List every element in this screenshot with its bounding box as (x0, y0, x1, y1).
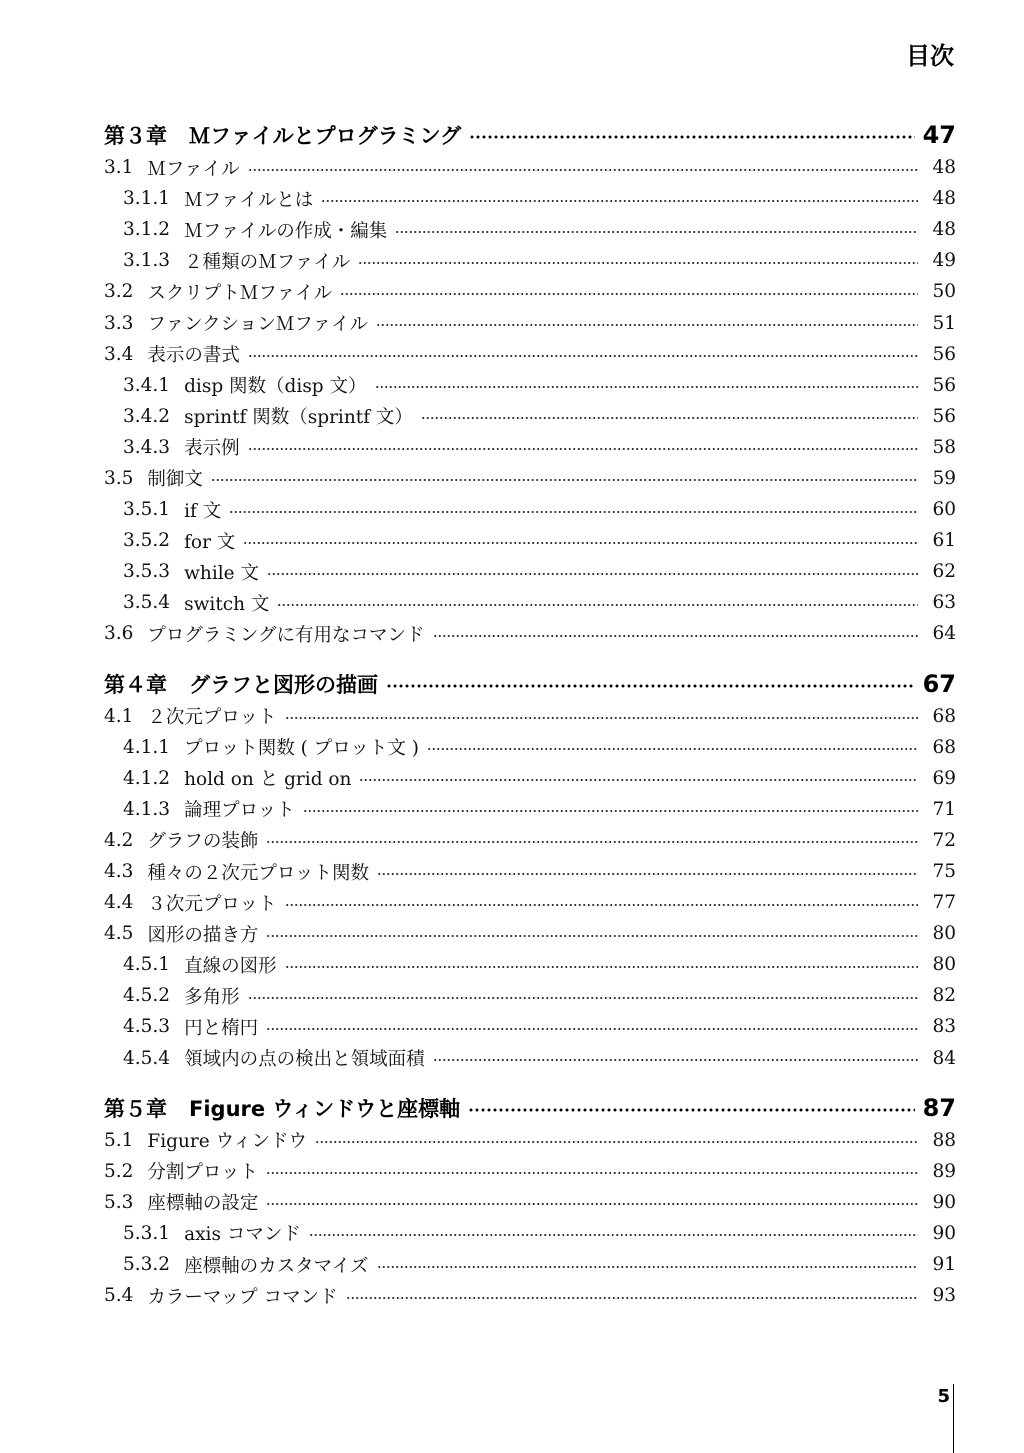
section-title: プログラミングに有用なコマンド (147, 624, 425, 646)
section-page-number: 82 (932, 985, 956, 1007)
section-title: 多角形 (184, 986, 240, 1008)
chapter-number: 第５章 (104, 1096, 167, 1121)
dot-leader (266, 1202, 918, 1206)
section-number: 3.6 (104, 623, 134, 645)
dot-leader (346, 1296, 918, 1300)
section-number: 3.5.1 (123, 499, 171, 521)
section-page-number: 88 (932, 1129, 956, 1151)
section-page-number: 48 (932, 219, 956, 241)
section-title: 分割プロット (147, 1162, 259, 1184)
dot-leader (266, 934, 918, 938)
section-number: 3.2 (104, 281, 134, 303)
toc-section-entry (104, 887, 956, 918)
section-title: Ｍファイルの作成・編集 (184, 220, 388, 242)
dot-leader (303, 809, 918, 813)
section-title: ２次元プロット (147, 707, 277, 729)
section-page-number: 64 (932, 623, 956, 645)
section-number: 5.4 (104, 1285, 134, 1307)
section-page-number: 56 (932, 405, 956, 427)
toc-subsection-entry (104, 763, 956, 794)
dot-leader (376, 323, 918, 327)
section-page-number: 93 (932, 1285, 956, 1307)
section-number: 5.3.1 (123, 1222, 171, 1244)
section-number: 5.1 (104, 1129, 134, 1151)
section-title: for 文 (184, 531, 236, 553)
dot-leader (248, 447, 918, 451)
section-title: スクリプトＭファイル (147, 282, 333, 304)
toc-section-entry (104, 463, 956, 494)
section-number: 4.1.3 (123, 798, 171, 820)
section-number: 4.2 (104, 829, 134, 851)
section-title: ２種類のＭファイル (184, 251, 351, 273)
page-edge-rule (953, 1384, 954, 1453)
section-title: ファンクションＭファイル (147, 314, 368, 336)
chapter-number: 第４章 (104, 672, 167, 697)
section-number: 3.4.3 (123, 436, 171, 458)
section-title: hold on と grid on (184, 769, 352, 791)
toc-chapter-heading (104, 1091, 956, 1125)
section-number: 3.4.1 (123, 374, 171, 396)
section-title: disp 関数（disp 文） (184, 376, 367, 398)
section-page-number: 49 (932, 250, 956, 272)
section-title: ３次元プロット (147, 893, 277, 915)
chapter-title: Figure ウィンドウと座標軸 (189, 1096, 461, 1121)
section-number: 3.5 (104, 467, 134, 489)
section-number: 3.4 (104, 343, 134, 365)
section-page-number: 90 (932, 1191, 956, 1213)
section-title: 種々の２次元プロット関数 (147, 862, 370, 884)
section-page-number: 50 (932, 281, 956, 303)
section-number: 4.1 (104, 705, 134, 727)
dot-leader (243, 541, 918, 545)
section-title: 表示の書式 (147, 345, 240, 367)
section-page-number: 68 (932, 705, 956, 727)
dot-leader (266, 1171, 918, 1175)
toc-section-entry (104, 918, 956, 949)
dot-leader (309, 1233, 918, 1237)
section-title: 円と楕円 (184, 1017, 259, 1039)
section-number: 4.5.3 (123, 1016, 171, 1038)
section-page-number: 72 (932, 829, 956, 851)
section-number: 3.3 (104, 312, 134, 334)
dot-leader (377, 872, 918, 876)
dot-leader (267, 572, 918, 576)
toc-subsection-entry (104, 183, 956, 214)
dot-leader (358, 261, 918, 265)
section-title: 表示例 (184, 438, 240, 460)
dot-leader (248, 996, 918, 1000)
section-number: 5.2 (104, 1160, 134, 1182)
table-of-contents (104, 118, 956, 1311)
section-page-number: 75 (932, 861, 956, 883)
section-number: 4.4 (104, 892, 134, 914)
section-page-number: 71 (932, 798, 956, 820)
toc-section-entry (104, 1187, 956, 1218)
dot-leader (340, 292, 918, 296)
section-number: 3.1.1 (123, 188, 171, 210)
toc-subsection-entry (104, 949, 956, 980)
chapter-number: 第３章 (104, 124, 167, 148)
section-title: カラーマップ コマンド (147, 1286, 338, 1308)
section-title: switch 文 (184, 593, 270, 615)
section-page-number: 68 (932, 736, 956, 758)
dot-leader (433, 1058, 918, 1062)
toc-subsection-entry (104, 587, 956, 618)
page-title: 目次 (906, 42, 954, 70)
toc-section-entry (104, 618, 956, 649)
toc-section-entry (104, 856, 956, 887)
dot-leader (469, 135, 914, 139)
section-page-number: 83 (932, 1016, 956, 1038)
toc-subsection-entry (104, 401, 956, 432)
dot-leader (315, 1140, 918, 1144)
dot-leader (285, 716, 918, 720)
toc-subsection-entry (104, 1043, 956, 1074)
section-number: 4.5 (104, 923, 134, 945)
dot-leader (277, 603, 918, 607)
section-title: while 文 (184, 562, 259, 584)
dot-leader (285, 965, 918, 969)
chapter-page-number: 87 (922, 1093, 956, 1122)
section-page-number: 77 (932, 892, 956, 914)
dot-leader (248, 168, 918, 172)
toc-chapter-heading (104, 118, 956, 152)
section-title: sprintf 関数（sprintf 文） (184, 407, 413, 429)
section-page-number: 80 (932, 954, 956, 976)
section-title: 図形の描き方 (147, 924, 259, 946)
toc-subsection-entry (104, 245, 956, 276)
section-title: Figure ウィンドウ (147, 1131, 307, 1153)
section-title: if 文 (184, 500, 222, 522)
section-page-number: 69 (932, 767, 956, 789)
dot-leader (248, 354, 918, 358)
section-page-number: 56 (932, 343, 956, 365)
toc-section-entry (104, 339, 956, 370)
section-number: 4.3 (104, 861, 134, 883)
section-page-number: 63 (932, 592, 956, 614)
section-number: 4.5.4 (123, 1047, 171, 1069)
dot-leader (395, 230, 918, 234)
dot-leader (321, 199, 918, 203)
chapter-title: グラフと図形の描画 (189, 672, 378, 697)
section-title: 領域内の点の検出と領域面積 (184, 1049, 425, 1071)
toc-subsection-entry (104, 432, 956, 463)
toc-subsection-entry (104, 1249, 956, 1280)
dot-leader (386, 684, 915, 688)
section-page-number: 56 (932, 374, 956, 396)
section-title: Ｍファイル (147, 158, 240, 180)
section-number: 3.5.3 (123, 561, 171, 583)
section-number: 4.1.2 (123, 767, 171, 789)
section-page-number: 58 (932, 436, 956, 458)
section-number: 4.1.1 (123, 736, 171, 758)
section-page-number: 48 (932, 157, 956, 179)
toc-section-entry (104, 307, 956, 338)
section-page-number: 90 (932, 1222, 956, 1244)
section-number: 3.5.4 (123, 592, 171, 614)
toc-section-entry (104, 276, 956, 307)
dot-leader (266, 840, 918, 844)
toc-section-entry (104, 1125, 956, 1156)
toc-subsection-entry (104, 494, 956, 525)
dot-leader (377, 1265, 918, 1269)
toc-section-entry (104, 825, 956, 856)
dot-leader (421, 416, 918, 420)
section-number: 5.3 (104, 1191, 134, 1213)
section-page-number: 84 (932, 1047, 956, 1069)
section-title: 直線の図形 (184, 955, 277, 977)
chapter-page-number: 47 (922, 121, 956, 149)
dot-leader (427, 747, 918, 751)
toc-section-entry (104, 701, 956, 732)
toc-section-entry (104, 1280, 956, 1311)
toc-subsection-entry (104, 980, 956, 1011)
section-title: axis コマンド (184, 1224, 301, 1246)
section-page-number: 60 (932, 499, 956, 521)
section-page-number: 51 (932, 312, 956, 334)
section-number: 3.1 (104, 157, 134, 179)
dot-leader (229, 510, 918, 514)
toc-subsection-entry (104, 370, 956, 401)
toc-subsection-entry (104, 214, 956, 245)
toc-subsection-entry (104, 1011, 956, 1042)
section-page-number: 61 (932, 530, 956, 552)
dot-leader (211, 478, 918, 482)
section-page-number: 80 (932, 923, 956, 945)
toc-subsection-entry (104, 1218, 956, 1249)
chapter-title: Ｍファイルとプログラミング (189, 124, 462, 148)
toc-subsection-entry (104, 556, 956, 587)
dot-leader (359, 778, 918, 782)
toc-section-entry (104, 1156, 956, 1187)
section-number: 5.3.2 (123, 1254, 171, 1276)
dot-leader (433, 634, 918, 638)
dot-leader (285, 903, 918, 907)
toc-subsection-entry (104, 794, 956, 825)
section-number: 4.5.2 (123, 985, 171, 1007)
toc-subsection-entry (104, 732, 956, 763)
section-number: 3.1.3 (123, 250, 171, 272)
dot-leader (266, 1027, 918, 1031)
section-title: グラフの装飾 (147, 831, 259, 853)
section-page-number: 62 (932, 561, 956, 583)
toc-subsection-entry (104, 525, 956, 556)
section-page-number: 48 (932, 188, 956, 210)
section-title: プロット関数 ( プロット文 ) (184, 738, 419, 760)
section-number: 4.5.1 (123, 954, 171, 976)
section-title: 座標軸のカスタマイズ (184, 1255, 369, 1277)
toc-chapter-heading (104, 667, 956, 701)
dot-leader (375, 385, 918, 389)
section-title: 制御文 (147, 469, 203, 491)
section-title: Ｍファイルとは (184, 189, 314, 211)
section-page-number: 91 (932, 1254, 956, 1276)
section-page-number: 59 (932, 467, 956, 489)
toc-section-entry (104, 152, 956, 183)
section-page-number: 89 (932, 1160, 956, 1182)
section-number: 3.5.2 (123, 530, 171, 552)
section-title: 座標軸の設定 (147, 1193, 259, 1215)
section-number: 3.4.2 (123, 405, 171, 427)
page-number: 5 (937, 1386, 950, 1407)
dot-leader (468, 1108, 914, 1112)
chapter-page-number: 67 (922, 669, 956, 698)
section-number: 3.1.2 (123, 219, 171, 241)
section-title: 論理プロット (184, 800, 295, 822)
